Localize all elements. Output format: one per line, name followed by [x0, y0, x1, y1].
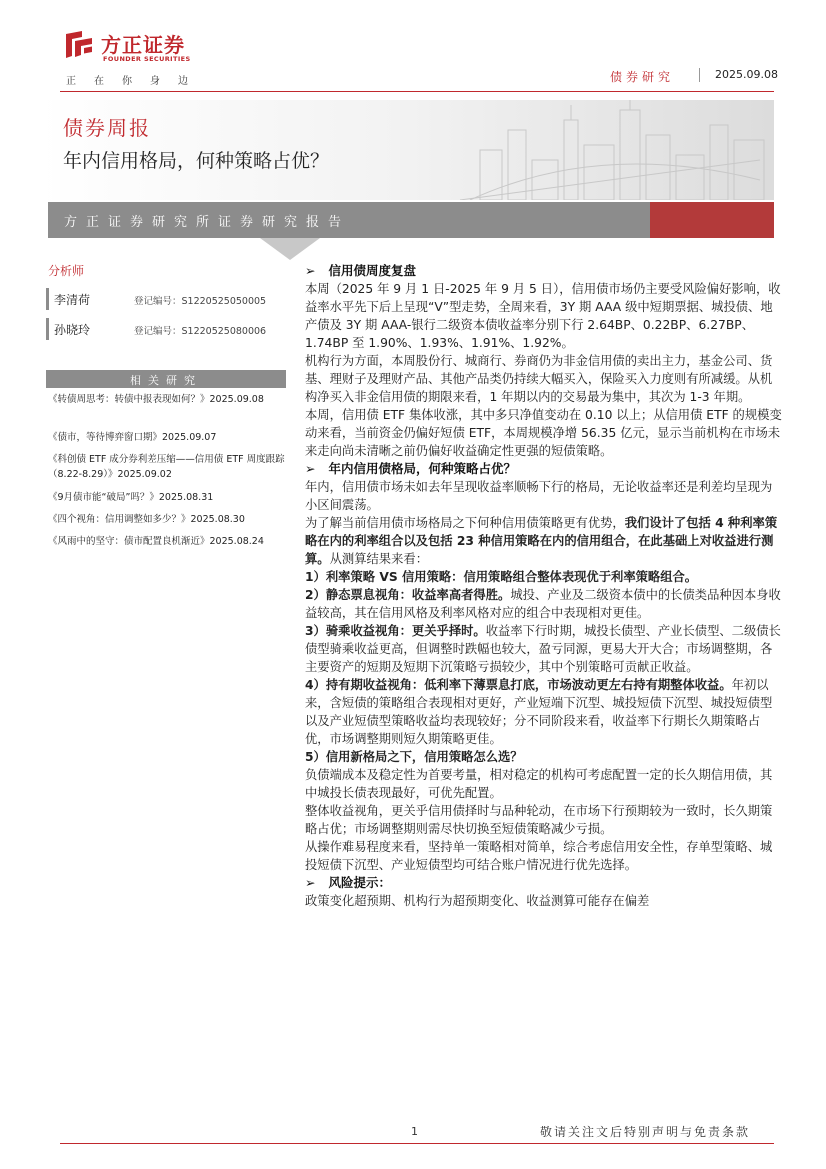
report-date: 2025.09.08 [715, 68, 778, 81]
disclaimer-note: 敬请关注文后特别声明与免责条款 [540, 1125, 751, 1139]
analyst-row [46, 288, 284, 310]
text-run: 为了解当前信用债市场格局之下何种信用债策略更有优势， [305, 516, 625, 530]
finding-label: 4）持有期收益视角：低利率下薄票息打底，市场波动更左右持有期整体收益。 [305, 678, 732, 692]
bold-text-run: 我们设计了包括 4 种利率策略在内的利率组合以及包括 23 种信用策略在内的信用组合，在此基础上对收益进行测算。 [305, 516, 778, 566]
analyst-marker [46, 288, 49, 310]
analyst-name: 孙晓玲 [54, 323, 91, 337]
analyst-marker [46, 318, 49, 340]
related-item[interactable]: 《科创债 ETF 成分券利差压缩——信用债 ETF 周度跟踪（8.22-8.29）》2025.09.02 [48, 454, 285, 480]
finding-heading: 1）利率策略 VS 信用策略：信用策略组合整体表现优于利率策略组合。 [305, 570, 698, 584]
slogan: 正在你身边 [66, 76, 206, 87]
paragraph: 从操作难易程度来看，坚持单一策略相对简单，综合考虑信用安全性，存单型策略、城投短债下沉型、产业短债型均可结合账户情况进行优先选择。 [305, 840, 773, 872]
related-item[interactable]: 《9月债市能“破局”吗？》2025.08.31 [48, 492, 214, 503]
analyst-row [46, 318, 284, 340]
page-title: 年内信用格局，何种策略占优？ [63, 150, 330, 172]
finding-label: 2）静态票息视角：收益率高者得胜。 [305, 588, 511, 602]
finding-label: 3）骑乘收益视角：更关乎择时。 [305, 624, 486, 638]
section-heading: ➢ 年内信用债格局，何种策略占优？ [305, 461, 517, 476]
paragraph: 年内，信用债市场未如去年呈现收益率顺畅下行的格局，无论收益率还是利差均呈现为小区间震荡。 [305, 480, 773, 512]
header-separator [699, 68, 700, 82]
related-item[interactable]: 《风雨中的坚守：债市配置良机渐近》2025.08.24 [48, 536, 264, 547]
finding-text: 年初以来，含短债的策略组合表现相对更好，产业短端下沉型、城投短债下沉型、城投短债型以及产业短债型策略收益均表现较好；分不同阶段来看，收益率下行期长久期策略占优，市场调整期则短久期策略更佳。 [305, 678, 773, 746]
analyst-registration: 登记编号：S1220525080006 [134, 326, 267, 337]
paragraph: 本周（2025 年 9 月 1 日-2025 年 9 月 5 日），信用债市场仍主要受风险偏好影响，收益率水平先下后上呈现“V”型走势，全周来看，3Y 期 AAA 级中短期票据、城投债、地产债及 3Y 期 AAA-银行二级资本债收益率分别下行 2.64BP、0.22BP、6.27BP、1.74BP 至 1.90%、1.93%、1.91%、1.92%。 [305, 282, 781, 350]
related-item[interactable]: 《转债周思考：转债中报表现如何？》2025.09.08 [48, 394, 264, 405]
logo-subtext: FOUNDER SECURITIES [103, 55, 191, 63]
finding-text: 收益率下行时期，城投长债型、产业长债型、二级债长债型骑乘收益更高，但调整时跌幅也较大，盈亏同源，更易大开大合；市场调整期，各主要资产的短期及短期下沉策略亏损较少，其中个别策略可贡献正收益。 [305, 624, 781, 674]
report-category: 债券研究 [610, 70, 675, 84]
section-title: 风险提示： [328, 875, 392, 890]
analyst-registration: 登记编号：S1220525050005 [134, 296, 267, 307]
finding-paragraph [305, 676, 783, 748]
related-item[interactable]: 《债市，等待博弈窗口期》2025.09.07 [48, 432, 217, 443]
banner-text: 方正证券研究所证券研究报告 [64, 215, 351, 230]
logo-text: 方正证券 [101, 33, 185, 57]
analyst-name: 李清荷 [54, 293, 91, 307]
paragraph: 负债端成本及稳定性为首要考量，相对稳定的机构可考虑配置一定的长久期信用债，其中城投长债表现最好，可优先配置。 [305, 768, 773, 800]
footer-rule [60, 1143, 774, 1144]
report-type: 债券周报 [63, 116, 151, 140]
paragraph: 本周，信用债 ETF 集体收涨，其中多只净值变动在 0.10 以上；从信用债 ETF 的规模变动来看，当前资金仍偏好短债 ETF，本周规模净增 56.35 亿元，显示当前机构在市场未来走向尚未清晰之前仍偏好收益确定性更强的短债策略。 [305, 408, 782, 458]
section-title: 信用债周度复盘 [328, 263, 417, 278]
founder-logo-icon [62, 30, 96, 60]
text-run: 从测算结果来看： [329, 552, 428, 566]
related-research-label: 相关研究 [130, 374, 202, 387]
finding-heading: 5）信用新格局之下，信用策略怎么选？ [305, 750, 523, 764]
finding-paragraph [305, 622, 783, 676]
section-heading: ➢ 风险提示： [305, 875, 392, 890]
banner-corner-decoration [260, 238, 320, 260]
header-rule [60, 91, 774, 92]
related-research-heading [46, 370, 286, 388]
finding-paragraph [305, 586, 783, 622]
report-summary [305, 262, 783, 910]
paragraph [305, 514, 783, 568]
section-title: 年内信用债格局，何种策略占优？ [328, 461, 517, 476]
related-item[interactable]: 《四个视角：信用调整如多少？》2025.08.30 [48, 514, 245, 525]
banner-accent [650, 202, 774, 238]
finding-text: 城投、产业及二级资本债中的长债类品种因本身收益较高，其在信用风格及利率风格对应的组合中表现相对更佳。 [305, 588, 781, 620]
paragraph: 政策变化超预期、机构行为超预期变化、收益测算可能存在偏差 [305, 894, 650, 908]
paragraph: 整体收益视角，更关乎信用债择时与品种轮动，在市场下行预期较为一致时，长久期策略占优；市场调整期则需尽快切换至短债策略减少亏损。 [305, 804, 773, 836]
section-heading: ➢ 信用债周度复盘 [305, 263, 417, 278]
page-number: 1 [411, 1125, 418, 1138]
paragraph: 机构行为方面，本周股份行、城商行、券商仍为非金信用债的卖出主力，基金公司、货基、理财子及理财产品、其他产品类仍持续大幅买入，保险买入力度则有所减缓。从机构净买入非金信用债的期限来看，1 年期以内的交易最为集中，其次为 1-3 年期。 [305, 354, 773, 404]
analysts-heading: 分析师 [48, 264, 85, 278]
